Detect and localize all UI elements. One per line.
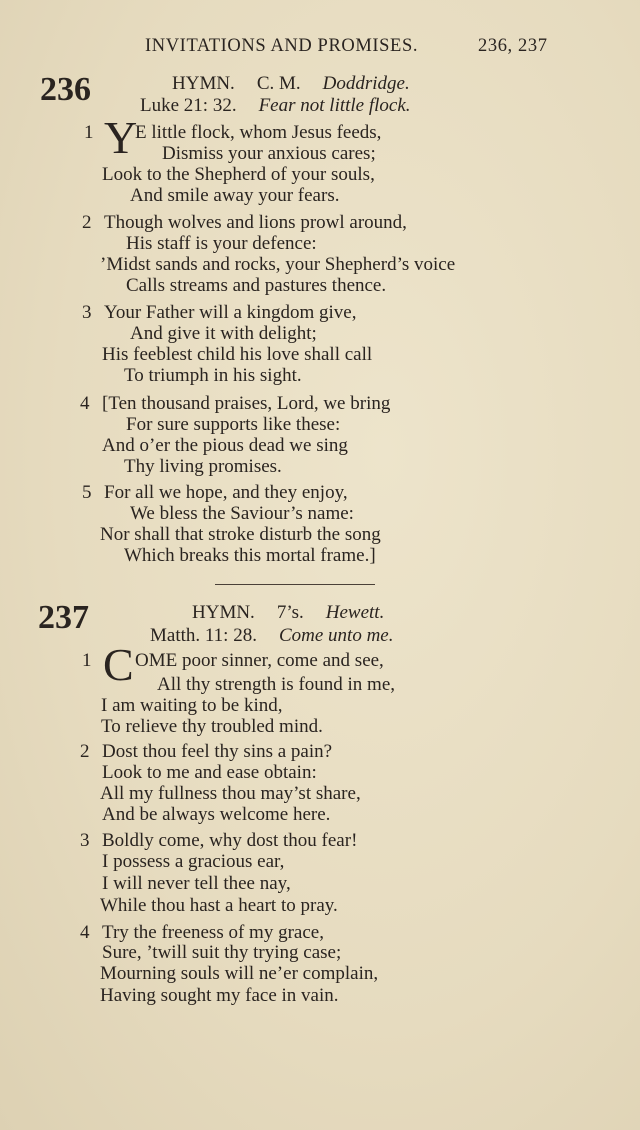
verse-line: Nor shall that stroke disturb the song [100,524,381,545]
verse-line: Calls streams and pastures thence. [126,275,387,296]
drop-cap: Y [104,112,138,163]
running-head-title: INVITATIONS AND PROMISES. [145,36,419,56]
scripture-reference [150,625,393,647]
verse-line: All thy strength is found in me, [157,674,396,695]
hymn-number: 237 [38,599,89,636]
stanza-number: 4 [80,922,90,943]
verse-line: His staff is your defence: [126,233,317,254]
verse-line: E little flock, whom Jesus feeds, [135,122,382,143]
hymn-meter: C. M. [256,73,301,94]
verse-line: Dismiss your anxious cares; [162,143,376,164]
drop-cap: C [103,639,134,690]
section-divider [215,584,375,585]
verse-line: His feeblest child his love shall call [102,344,373,365]
verse-line: Boldly come, why dost thou fear! [102,830,358,851]
verse-line: I will never tell thee nay, [102,873,291,894]
stanza-number: 1 [82,650,92,671]
verse-line: ’Midst sands and rocks, your Shepherd’s voice [100,254,456,275]
verse-line: I possess a gracious ear, [102,851,285,872]
page-numbers: 236, 237 [478,36,548,56]
hymn-heading: HYMN. [192,602,255,623]
verse-line: OME poor sinner, come and see, [135,650,384,671]
verse-line: All my fullness thou may’st share, [100,783,361,804]
verse-line: [Ten thousand praises, Lord, we bring [102,393,391,414]
hymn-author: Doddridge. [322,73,410,94]
hymn-heading [192,602,384,624]
verse-line: Your Father will a kingdom give, [104,302,357,323]
verse-line: Look to me and ease obtain: [102,762,317,783]
verse-line: Thy living promises. [124,456,282,477]
verse-line: Mourning souls will ne’er complain, [100,963,379,984]
stanza-number: 2 [80,741,90,762]
verse-line: Having sought my face in vain. [100,985,339,1006]
verse-line: Though wolves and lions prowl around, [104,212,407,233]
hymn-meter: 7’s. [276,602,304,623]
stanza-number: 4 [80,393,90,414]
verse-line: Sure, ’twill suit thy trying case; [102,942,342,963]
verse-line: Try the freeness of my grace, [102,922,324,943]
stanza-number: 3 [82,302,92,323]
verse-line: To relieve thy troubled mind. [101,716,323,737]
verse-line: Which breaks this mortal frame.] [124,545,376,566]
verse-line: I am waiting to be kind, [101,695,283,716]
hymn-author: Hewett. [325,602,385,623]
hymn-heading: HYMN. [172,73,235,94]
verse-line: While thou hast a heart to pray. [100,895,338,916]
verse-line: And give it with delight; [130,323,317,344]
hymn-scripture: Luke 21: 32. [140,95,237,116]
stanza-number: 1 [84,122,94,143]
stanza-number: 5 [82,482,92,503]
verse-line: Dost thou feel thy sins a pain? [102,741,333,762]
verse-line: And smile away your fears. [130,185,340,206]
verse-line: To triumph in his sight. [124,365,302,386]
hymn-theme: Come unto me. [278,625,394,646]
verse-line: Look to the Shepherd of your souls, [102,164,375,185]
verse-line: We bless the Saviour’s name: [130,503,354,524]
stanza-number: 3 [80,830,90,851]
verse-line: And be always welcome here. [102,804,331,825]
verse-line: And o’er the pious dead we sing [102,435,348,456]
hymn-heading [172,73,410,95]
verse-line: For all we hope, and they enjoy, [104,482,348,503]
hymn-number: 236 [40,71,91,108]
verse-line: For sure supports like these: [126,414,341,435]
stanza-number: 2 [82,212,92,233]
hymn-scripture: Matth. 11: 28. [150,625,257,646]
scripture-reference [140,95,411,117]
hymn-theme: Fear not little flock. [258,95,411,116]
